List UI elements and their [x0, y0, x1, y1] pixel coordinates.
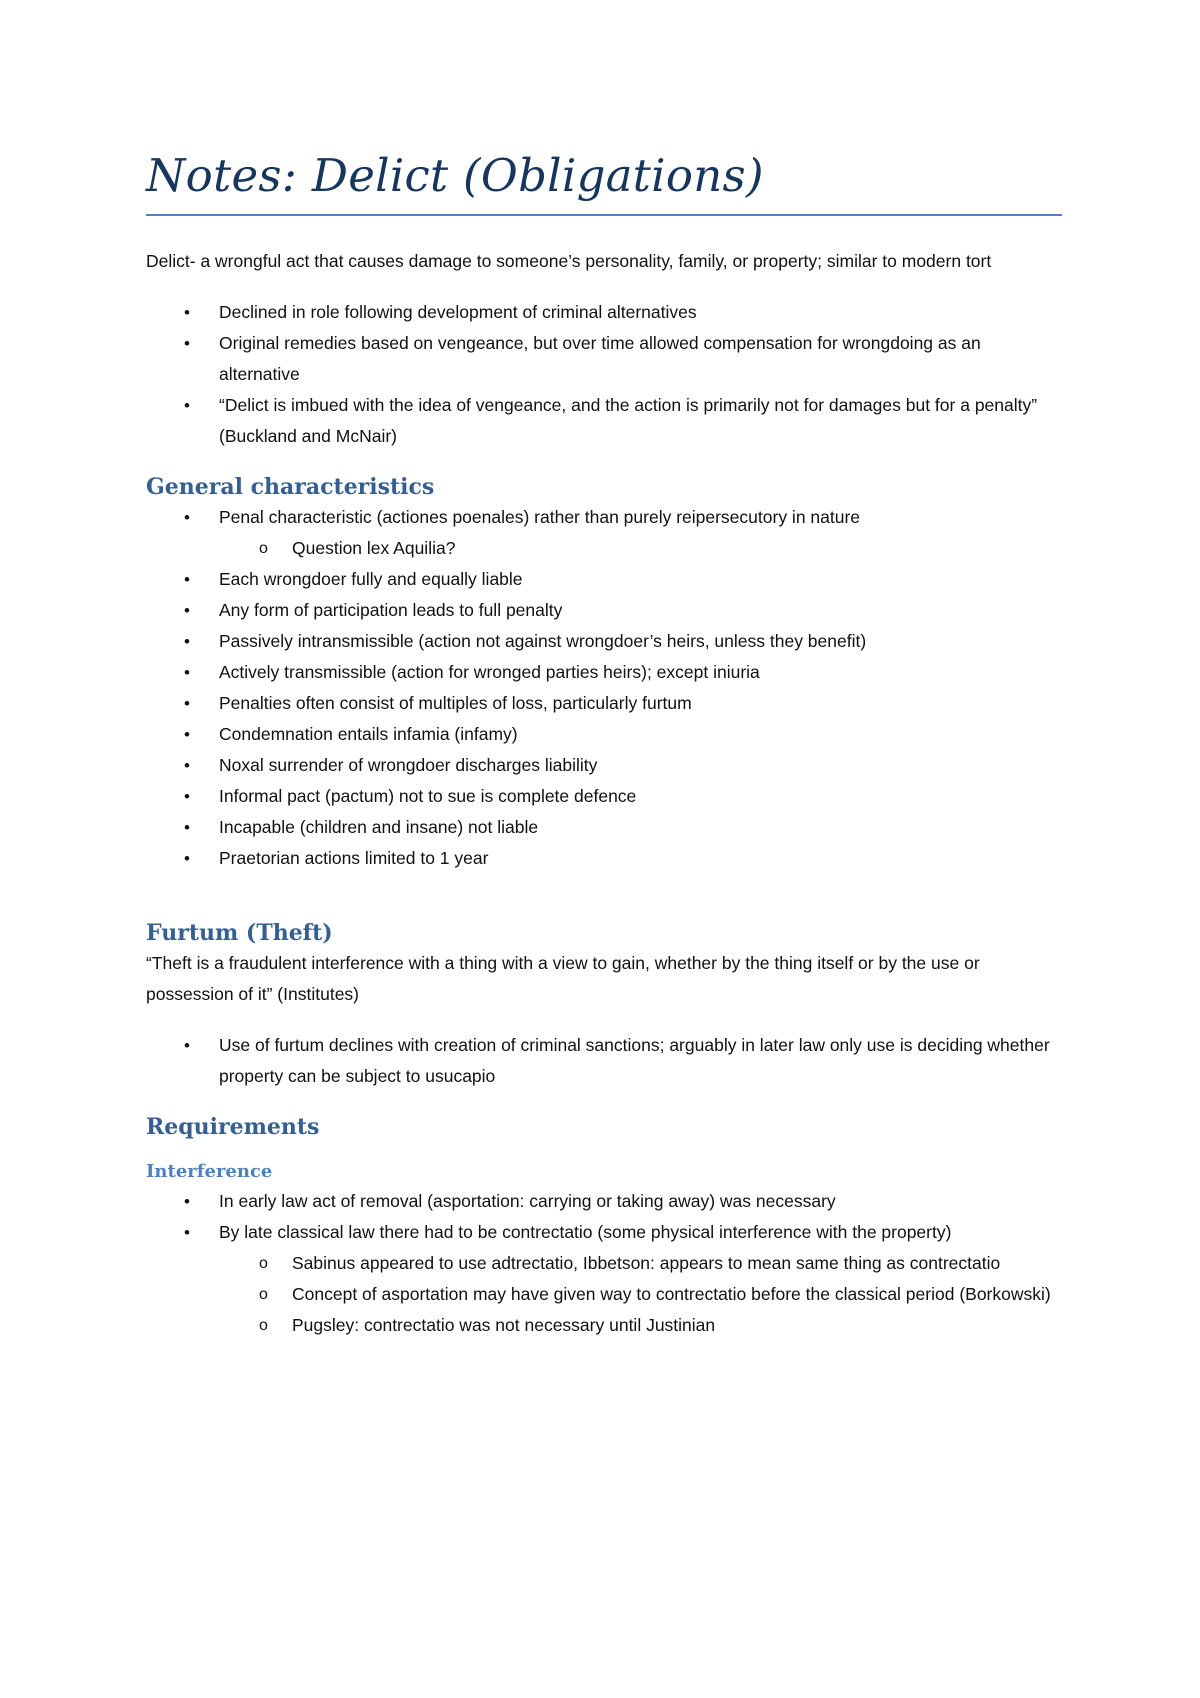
list-item: • Incapable (children and insane) not liable: [146, 812, 1066, 843]
list-item-text: By late classical law there had to be contrectatio (some physical interference with the property): [219, 1222, 952, 1242]
list-item: • Original remedies based on vengeance, but over time allowed compensation for wrongdoing as an alternative: [146, 328, 1066, 390]
list-item: • Any form of participation leads to full penalty: [146, 595, 1066, 626]
intro-paragraph: Delict- a wrongful act that causes damage to someone’s personality, family, or property; similar to modern tort: [146, 251, 992, 271]
list-item: • Noxal surrender of wrongdoer discharges liability: [146, 750, 1066, 781]
document-body: [146, 246, 1066, 1341]
list-item: • Passively intransmissible (action not against wrongdoer’s heirs, unless they benefit): [146, 626, 1066, 657]
sub-bullet-list: [219, 1248, 1066, 1341]
sub-list-item: o Concept of asportation may have given way to contrectatio before the classical period (Borkowski): [219, 1279, 1066, 1310]
list-item: • Informal pact (pactum) not to sue is complete defence: [146, 781, 1066, 812]
list-item: • Actively transmissible (action for wronged parties heirs); except iniuria: [146, 657, 1066, 688]
list-item: • Praetorian actions limited to 1 year: [146, 843, 1066, 874]
list-item: • “Delict is imbued with the idea of vengeance, and the action is primarily not for damages but for a penalty” (Buckland and McNair): [146, 390, 1066, 452]
intro-bullet-list: [146, 297, 1066, 452]
list-item: • Declined in role following development of criminal alternatives: [146, 297, 1066, 328]
document-title: Notes: Delict (Obligations): [146, 149, 764, 202]
subsection-heading-interference: Interference: [146, 1161, 273, 1182]
furtum-quote: “Theft is a fraudulent interference with a thing with a view to gain, whether by the thing itself or by the use or possession of it” (Institutes): [146, 953, 980, 1004]
section-heading-furtum: Furtum (Theft): [146, 920, 333, 946]
general-bullet-list: [146, 502, 1066, 874]
list-item: • Each wrongdoer fully and equally liable: [146, 564, 1066, 595]
list-item: • In early law act of removal (asportation: carrying or taking away) was necessary: [146, 1186, 1066, 1217]
list-item: [146, 502, 1066, 564]
sub-list-item: o Sabinus appeared to use adtrectatio, Ibbetson: appears to mean same thing as contrectatio: [219, 1248, 1066, 1279]
sub-list-item: o Pugsley: contrectatio was not necessary until Justinian: [219, 1310, 1066, 1341]
sub-bullet-list: [219, 533, 1066, 564]
list-item: • Condemnation entails infamia (infamy): [146, 719, 1066, 750]
requirements-bullet-list: [146, 1186, 1066, 1341]
list-item: • Use of furtum declines with creation of criminal sanctions; arguably in later law only use is deciding whether property can be subject to usucapio: [146, 1030, 1066, 1092]
sub-list-item: o Question lex Aquilia?: [219, 533, 1066, 564]
list-item: • Penalties often consist of multiples of loss, particularly furtum: [146, 688, 1066, 719]
list-item-text: Penal characteristic (actiones poenales) rather than purely reipersecutory in nature: [219, 507, 861, 527]
furtum-bullet-list: [146, 1030, 1066, 1092]
title-underline: [146, 214, 1062, 216]
section-heading-general: General characteristics: [146, 474, 435, 500]
section-heading-requirements: Requirements: [146, 1114, 320, 1140]
list-item: [146, 1217, 1066, 1341]
